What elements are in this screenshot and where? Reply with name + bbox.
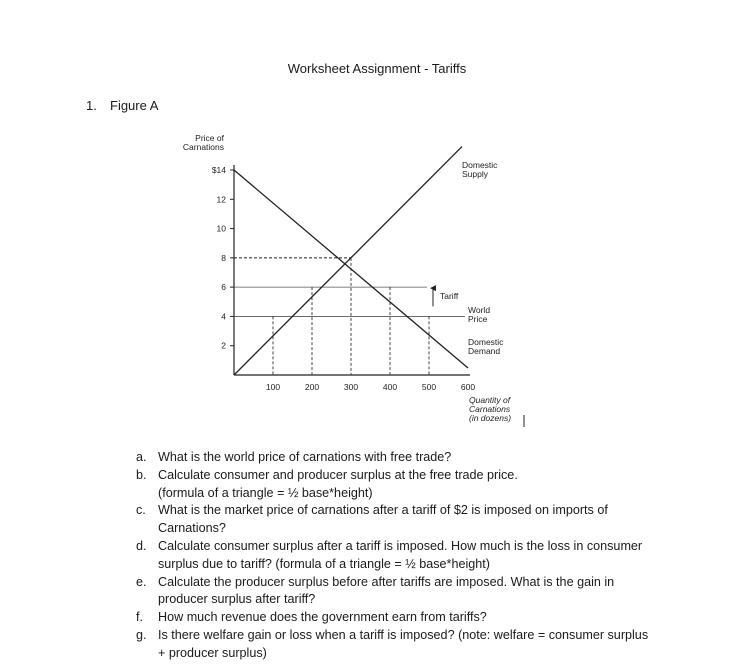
x-axis-title: (in dozens) — [469, 413, 512, 423]
question-marker: e. — [136, 574, 147, 589]
x-tick-label: 400 — [382, 382, 398, 392]
x-tick-label: 300 — [343, 382, 359, 392]
x-tick-label: 500 — [421, 382, 437, 392]
question-marker: c. — [136, 503, 146, 518]
question-text: surplus due to tariff? (formula of a triangle = ½ base*height) — [158, 556, 490, 571]
y-tick-label: $14 — [211, 165, 226, 175]
question-text: producer surplus after tariff? — [158, 592, 316, 607]
question-text: Carnations? — [158, 521, 226, 536]
domestic-demand-label: Demand — [468, 346, 501, 356]
question-marker: b. — [136, 467, 147, 482]
question-text: + producer surplus) — [158, 645, 267, 660]
x-tick-label: 200 — [304, 382, 320, 392]
y-tick-label: 2 — [221, 340, 226, 351]
x-axis-title: Carnations — [469, 404, 511, 414]
figure-label: Figure A — [110, 98, 159, 113]
y-axis-title: Carnations — [182, 142, 224, 152]
page-title: Worksheet Assignment - Tariffs — [287, 61, 467, 76]
question-marker: d. — [136, 539, 147, 553]
question-marker: f. — [136, 610, 143, 625]
question-marker: a. — [136, 450, 147, 464]
question-number: 1. — [86, 98, 97, 113]
world-price-label: Price — [468, 314, 488, 324]
domestic-supply-line — [234, 147, 462, 375]
question-text: How much revenue does the government earn from tariffs? — [158, 610, 487, 625]
tariff-chart — [160, 125, 540, 435]
x-tick-label: 600 — [460, 382, 476, 392]
y-tick-label: 10 — [216, 223, 226, 234]
question-text: Calculate the producer surplus before after tariffs are imposed. What is the gain in — [158, 574, 615, 589]
x-tick-label: 100 — [265, 382, 281, 392]
question-text: Is there welfare gain or loss when a tariff is imposed? (note: welfare = consumer surplus — [158, 628, 649, 642]
question-marker: g. — [136, 628, 147, 642]
y-tick-label: 4 — [221, 311, 226, 322]
question-text: Calculate consumer and producer surplus at the free trade price. — [158, 467, 518, 482]
domestic-supply-label: Domestic — [462, 160, 498, 170]
y-axis-title: Price of — [195, 133, 224, 143]
world-price-label: World — [468, 305, 491, 315]
question-text: (formula of a triangle = ½ base*height) — [158, 485, 373, 500]
x-axis-title: Quantity of — [469, 395, 511, 405]
y-tick-label: 8 — [221, 252, 226, 263]
question-text: What is the market price of carnations after a tariff of $2 is imposed on imports of — [158, 503, 608, 518]
question-text: What is the world price of carnations with free trade? — [158, 450, 452, 464]
tariff-label: Tariff — [440, 291, 459, 302]
y-tick-label: 12 — [216, 194, 226, 205]
domestic-demand-label: Domestic — [468, 337, 504, 347]
domestic-supply-label: Supply — [462, 169, 488, 179]
question-text: Calculate consumer surplus after a tariff is imposed. How much is the loss in consumer — [158, 539, 643, 553]
y-tick-label: 6 — [221, 282, 226, 293]
